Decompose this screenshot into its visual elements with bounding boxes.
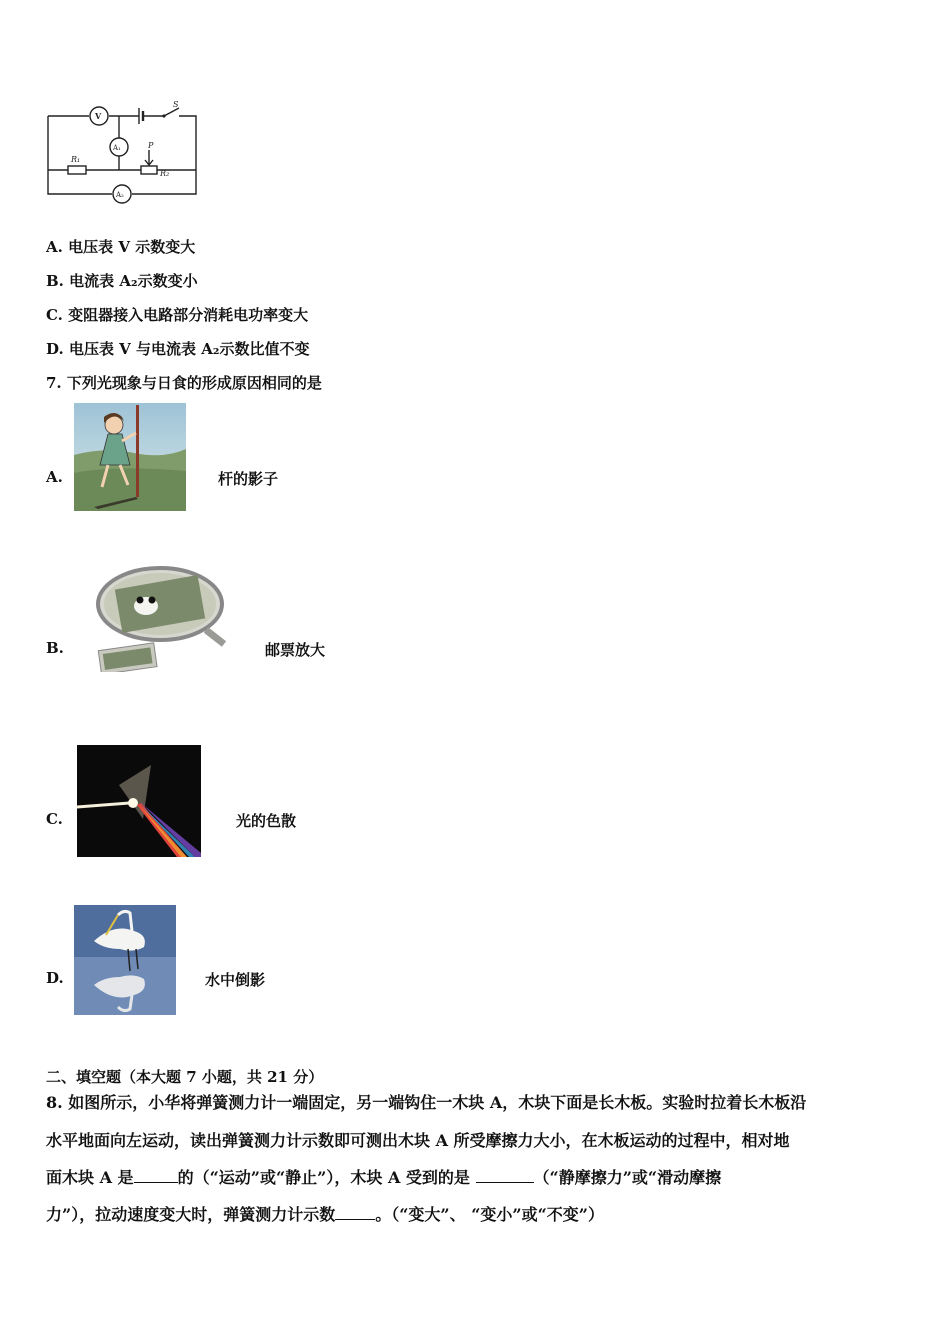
- q7-stem: 7. 下列光现象与日食的形成原因相同的是: [46, 374, 322, 392]
- circuit-diagram: [44, 98, 204, 208]
- r2-label: R₂: [160, 169, 170, 178]
- q6-option-d: D. 电压表 V 与电流表 A₂示数比值不变: [46, 340, 310, 358]
- q7-option-c-letter: C.: [46, 810, 63, 828]
- water-reflection-image: [74, 905, 176, 1015]
- magnifier-stamp-image: [84, 560, 232, 672]
- ammeter-a1-label: A₁: [113, 144, 121, 152]
- q7-option-c-caption: 光的色散: [236, 812, 297, 830]
- q8-line-3: 面木块 A 是 的（“运动”或“静止”），木块 A 受到的是 （“静摩擦力”或“滑动摩擦: [46, 1168, 722, 1187]
- q8-line-2: 水平地面向左运动，读出弹簧测力计示数即可测出木块 A 所受摩擦力大小，在木板运动的过程中，相对地: [46, 1131, 790, 1150]
- q7-option-b-letter: B.: [46, 639, 64, 657]
- q6-option-a: A. 电压表 V 示数变大: [46, 238, 196, 256]
- ammeter-a2-label: A₂: [116, 191, 124, 199]
- q7-option-a-letter: A.: [46, 468, 63, 486]
- voltmeter-label: V: [95, 111, 102, 121]
- answer-blank-2[interactable]: [476, 1168, 534, 1183]
- r1-label: R₁: [71, 155, 81, 164]
- pole-shadow-image: [74, 403, 186, 511]
- resistor-r1-icon: [68, 166, 86, 174]
- q7-option-b-caption: 邮票放大: [265, 641, 326, 659]
- q8-line-1: 8. 如图所示，小华将弹簧测力计一端固定，另一端钩住一木块 A，木块下面是长木板。实验时拉着长木板沿: [46, 1093, 807, 1112]
- rheostat-r2-icon: [141, 166, 157, 174]
- answer-blank-1[interactable]: [134, 1168, 178, 1183]
- slider-label: P: [148, 141, 154, 150]
- switch-label: S: [173, 100, 179, 109]
- section-2-title: 二、填空题（本大题 7 小题，共 21 分）: [46, 1068, 324, 1086]
- prism-dispersion-image: [77, 745, 201, 857]
- q8-line-4: 力”），拉动速度变大时，弹簧测力计示数 。（“变大”、 “变小”或“不变”）: [46, 1205, 605, 1224]
- q7-option-a-caption: 杆的影子: [218, 470, 279, 488]
- q6-option-c: C. 变阻器接入电路部分消耗电功率变大: [46, 306, 309, 324]
- answer-blank-3[interactable]: [335, 1205, 375, 1220]
- q7-option-d-letter: D.: [46, 969, 64, 987]
- q6-option-b: B. 电流表 A₂示数变小: [46, 272, 198, 290]
- q7-option-d-caption: 水中倒影: [205, 971, 266, 989]
